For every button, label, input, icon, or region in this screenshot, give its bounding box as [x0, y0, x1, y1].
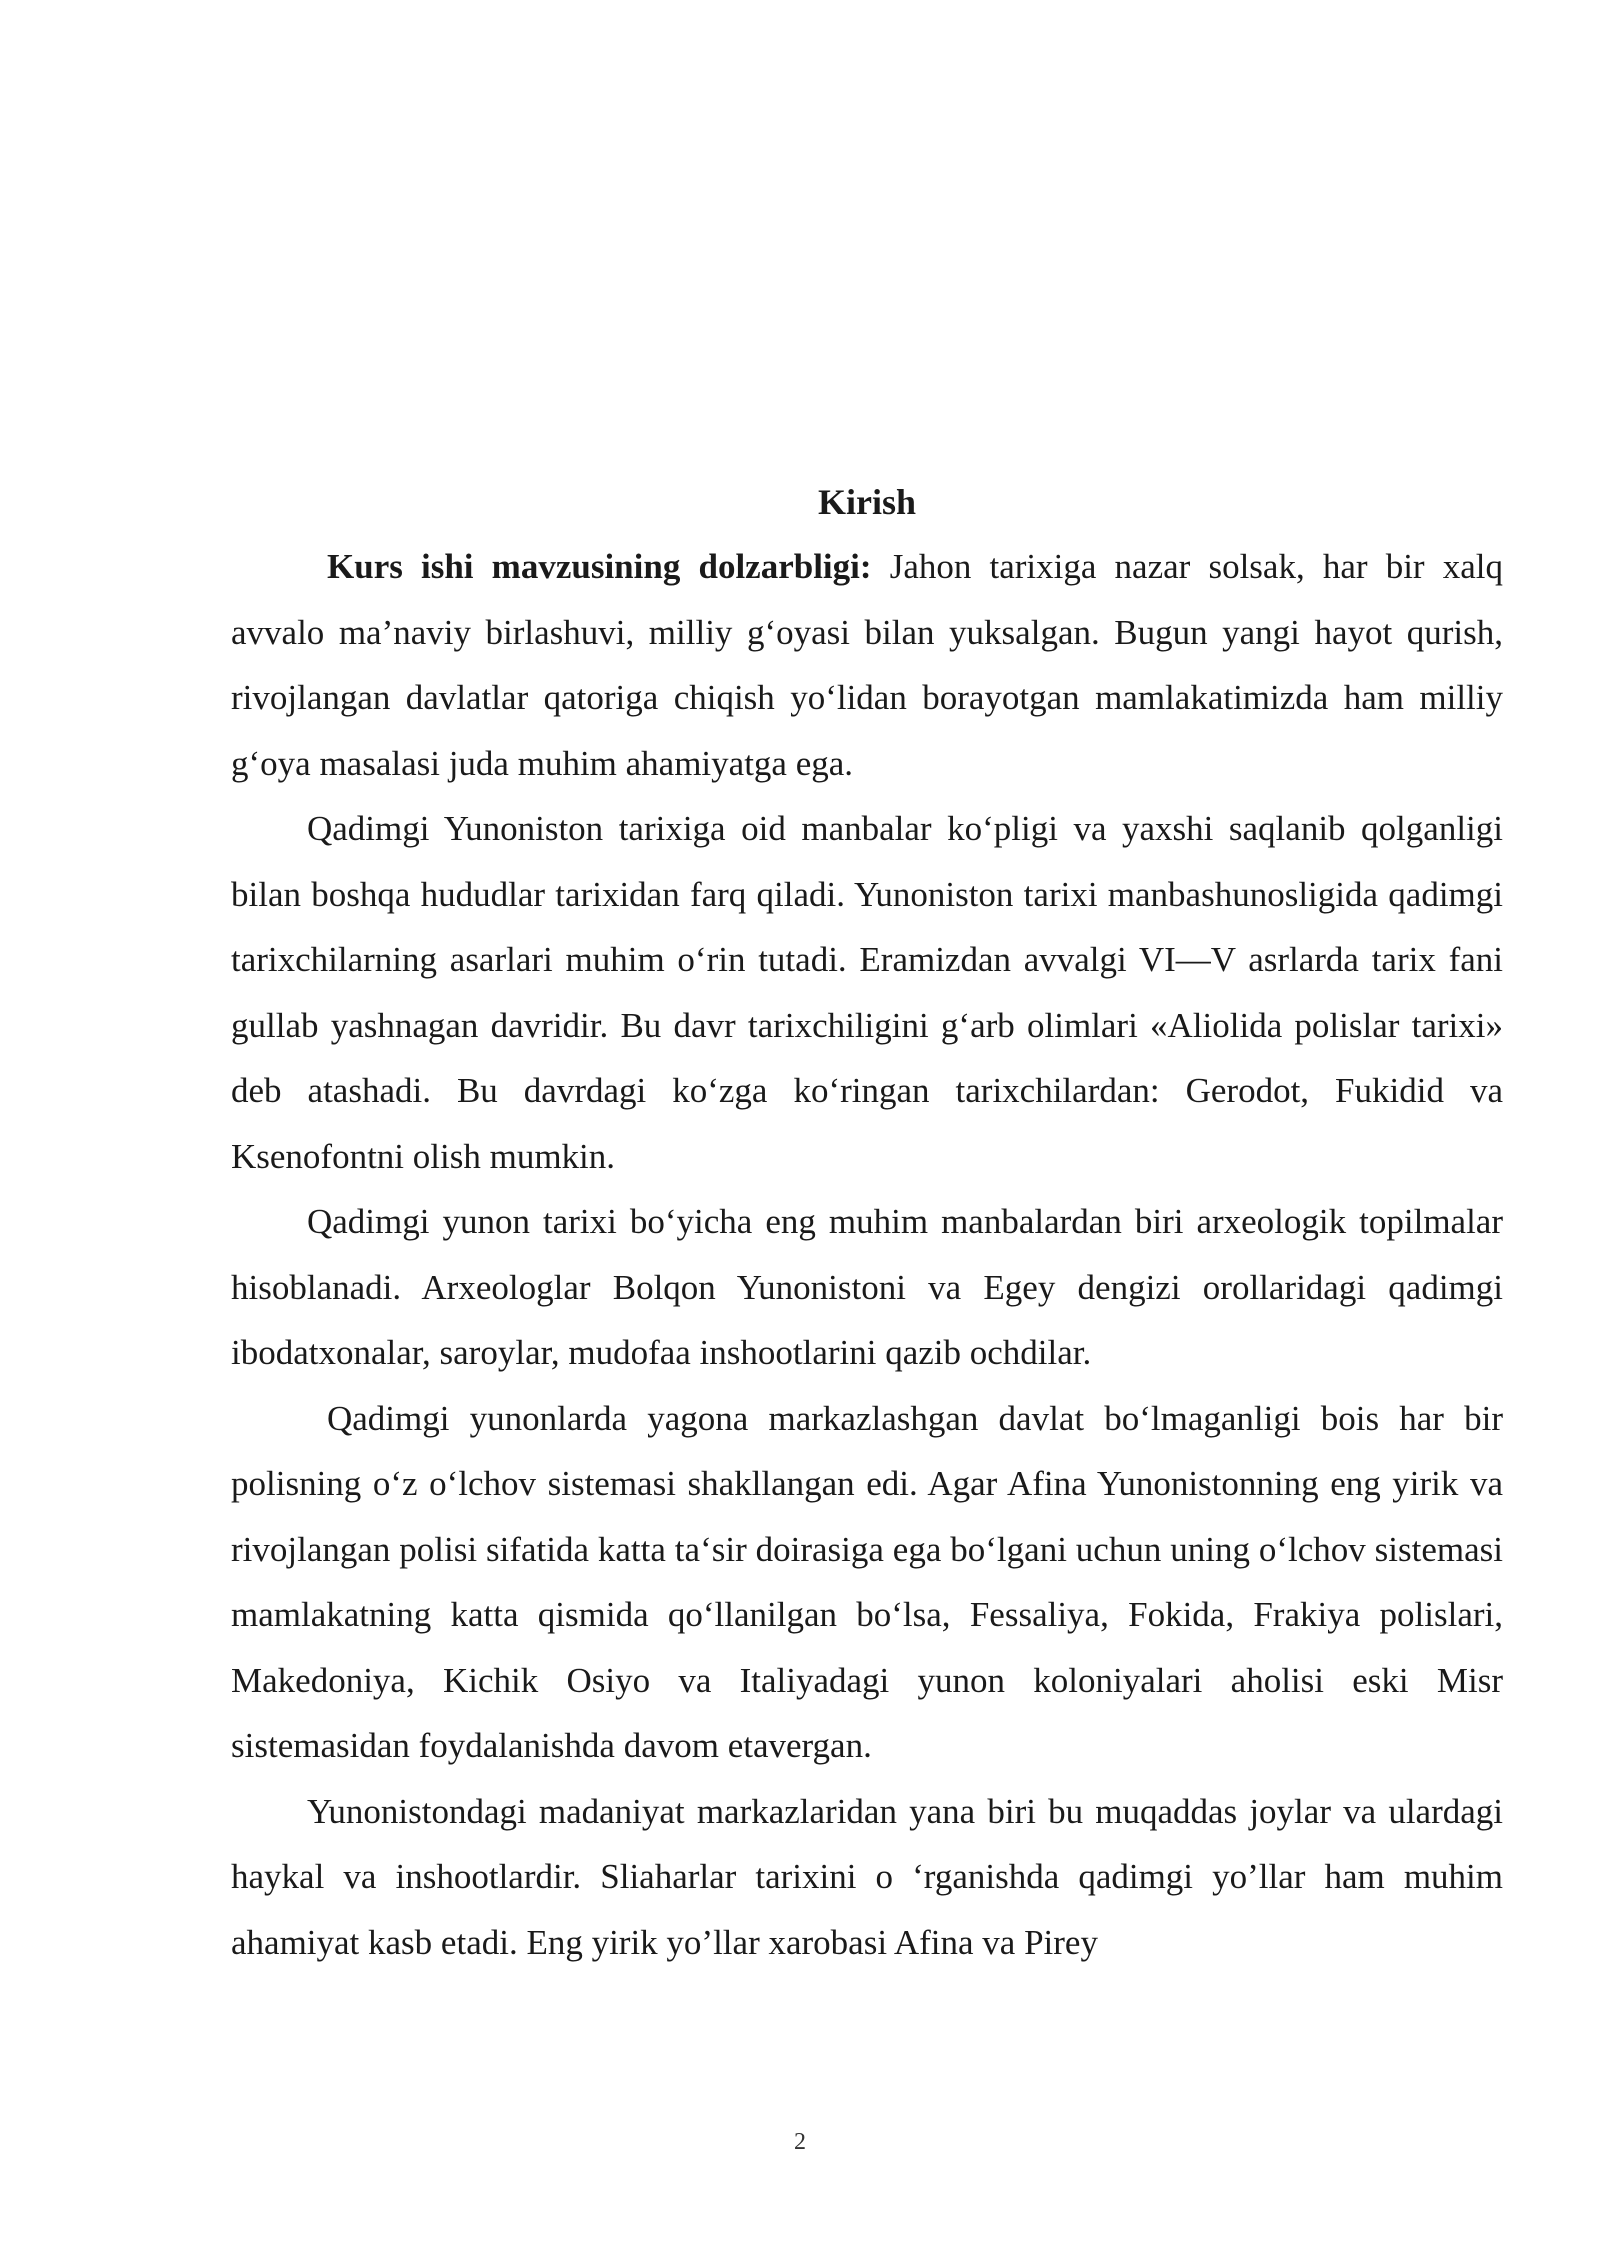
paragraph-measurement: Qadimgi yunonlarda yagona markazlashgan davlat bo‘lmaganligi bois har bir polisning o‘z o‘lchov sistemasi shakllangan edi. Agar Afina Yunonistonning eng yirik va rivojlangan polisi sifatida katta ta‘sir doirasiga ega bo‘lgani uchun uning o‘lchov sistemasi mamlakatning katta qismida qo‘llanilgan bo‘lsa, Fessaliya, Fokida, Frakiya polislari, Makedoniya, Kichik Osiyo va Italiyadagi yunon koloniyalari aholisi eski Misr sistemasidan foydalanishda davom etavergan. [231, 1398, 1503, 1765]
paragraph-culture: Yunonistondagi madaniyat markazlaridan yana biri bu muqaddas joylar va ulardagi haykal va inshootlardir. Sliaharlar tarixini o ‘rganishda qadimgi yo’llar ham muhim ahamiyat kasb etadi. Eng yirik yo’llar xarobasi Afina va Pirey [231, 1791, 1503, 1962]
paragraph-sources: Qadimgi Yunoniston tarixiga oid manbalar ko‘pligi va yaxshi saqlanib qolganligi bilan boshqa hududlar tarixidan farq qiladi. Yunoniston tarixi manbashunosligida qadimgi tarixchilarning asarlari muhim o‘rin tutadi. Eramizdan avvalgi VI—V asrlarda tarix fani gullab yashnagan davridir. Bu davr tarixchiligini g‘arb olimlari «Aliolida polislar tarixi» deb atashadi. Bu davrdagi ko‘zga ko‘ringan tarixchilardan: Gerodot, Fukidid va Ksenofontni olish mumkin. [231, 809, 1503, 1176]
page-content [231, 470, 1503, 1975]
page-number: 2 [794, 2129, 806, 2155]
paragraph-relevance [231, 534, 1503, 796]
paragraph-text: Jahon tarixiga nazar solsak, har bir xalq avvalo ma’naviy birlashuvi, milliy g‘oyasi bilan yuksalgan. Bugun yangi hayot qurish, rivojlangan davlatlar qatoriga chiqish yo‘lidan borayotgan mamlakatimizda ham milliy g‘oya masalasi juda muhim ahamiyatga ega. [231, 547, 1503, 783]
paragraph-archaeology: Qadimgi yunon tarixi bo‘yicha eng muhim manbalardan biri arxeologik topilmalar hisoblanadi. Arxeologlar Bolqon Yunonistoni va Egey dengizi orollaridagi qadimgi ibodatxonalar, saroylar, mudofaa inshootlarini qazib ochdilar. [231, 1202, 1503, 1372]
paragraph-lead: Kurs ishi mavzusining dolzarbligi: [327, 547, 872, 586]
page-title: Kirish [817, 482, 916, 522]
